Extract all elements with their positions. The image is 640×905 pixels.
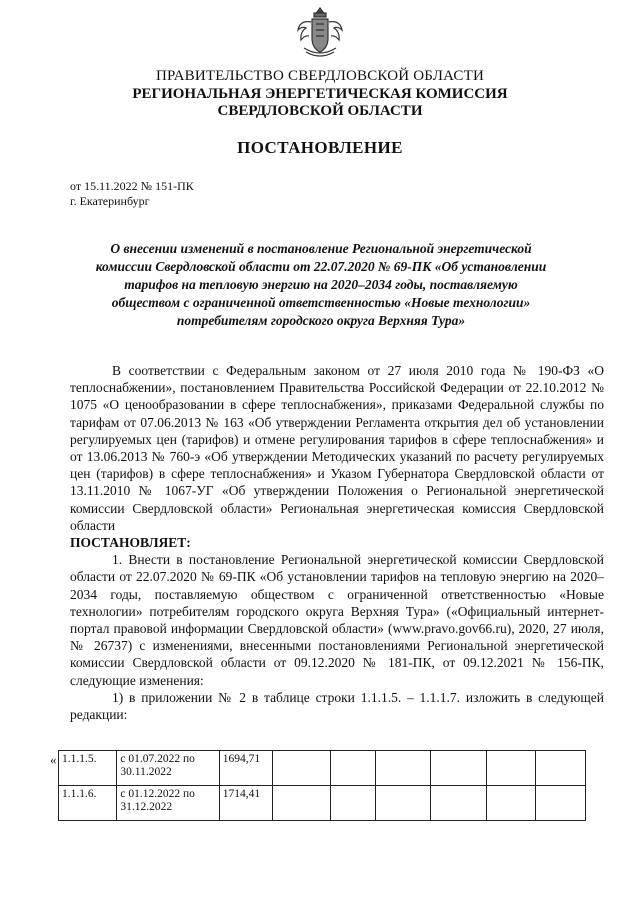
period-cell: с 01.07.2022 по 30.11.2022 [117,751,219,786]
preamble-paragraph: В соответствии с Федеральным законом от 27 июля 2010 года № 190-ФЗ «О теплоснабжении», постановлением Правительства Российской Федерации от 22.10.2012 № 1075 «О ценообразовании в сфере теплоснабжения», приказами Федеральной службы по тарифам от 07.06.2013 № 163 «Об утверждении Регламента открытия дел об установлении регулируемых цен (тарифов) и отмене регулирования тарифов в сфере теплоснабжения» и от 13.06.2013 № 760-э «Об утверждении Методических указаний по расчету регулируемых цен (тарифов) в сфере теплоснабжения» и Указом Губернатора Свердловской области от 13.11.2010 № 1067-УГ «Об утверждении Положения о Региональной энергетической комиссии Свердловской области» Региональная энергетическая комиссия Свердловской области [70,363,604,533]
coat-of-arms-emblem [292,4,348,60]
resolves-heading: ПОСТАНОВЛЯЕТ: [70,535,191,551]
empty-cell [375,786,431,821]
empty-cell [535,751,585,786]
empty-cell [431,786,487,821]
table-row [59,786,586,821]
empty-cell [273,786,330,821]
open-quote-mark: « [50,752,57,767]
row-number-cell: 1.1.1.5. [59,751,117,786]
value-cell: 1694,71 [219,751,273,786]
empty-cell [431,751,487,786]
document-body [70,362,604,723]
subitem-1-paragraph: 1) в приложении № 2 в таблице строки 1.1.1.5. – 1.1.1.7. изложить в следующей редакции: [70,689,604,723]
empty-cell [330,786,375,821]
empty-cell [375,751,431,786]
document-type-title: ПОСТАНОВЛЕНИЕ [237,138,403,157]
document-subject: О внесении изменений в постановление Региональной энергетической комиссии Свердловской области от 22.07.2020 № 69-ПК «Об установлении тарифов на тепловую энергию на 2020–2034 годы, поставляемую обществом с ограниченной ответственностью «Новые технологии» потребителям городского округа Верхняя Тура» [95,241,547,328]
header-region: СВЕРДЛОВСКОЙ ОБЛАСТИ [217,103,423,119]
item-1-paragraph: 1. Внести в постановление Региональной энергетической комиссии Свердловской области от 22.07.2020 № 69-ПК «Об установлении тарифов на тепловую энергию на 2020–2034 годы, поставляемую обществом с ограниченной ответственностью «Новые технологии» потребителям городского округа Верхняя Тура» («Официальный интернет-портал правовой информации Свердловской области» (www.pravo.gov66.ru), 2020, 27 июля, № 26737) с изменениями, внесенными постановлениями Региональной энергетической комиссии Свердловской области от 09.12.2020 № 181-ПК, от 09.12.2021 № 156-ПК, следующие изменения: [70,552,604,688]
row-number-cell: 1.1.1.6. [59,786,117,821]
period-cell: с 01.12.2022 по 31.12.2022 [117,786,219,821]
empty-cell [273,751,330,786]
document-date-number: от 15.11.2022 № 151-ПК [70,179,194,193]
empty-cell [486,751,535,786]
empty-cell [330,751,375,786]
header-commission: РЕГИОНАЛЬНАЯ ЭНЕРГЕТИЧЕСКАЯ КОМИССИЯ [132,86,508,102]
empty-cell [486,786,535,821]
table-row [59,751,586,786]
tariff-table [58,750,586,821]
document-city: г. Екатеринбург [70,194,150,208]
empty-cell [535,786,585,821]
value-cell: 1714,41 [219,786,273,821]
header-government: ПРАВИТЕЛЬСТВО СВЕРДЛОВСКОЙ ОБЛАСТИ [155,68,485,84]
